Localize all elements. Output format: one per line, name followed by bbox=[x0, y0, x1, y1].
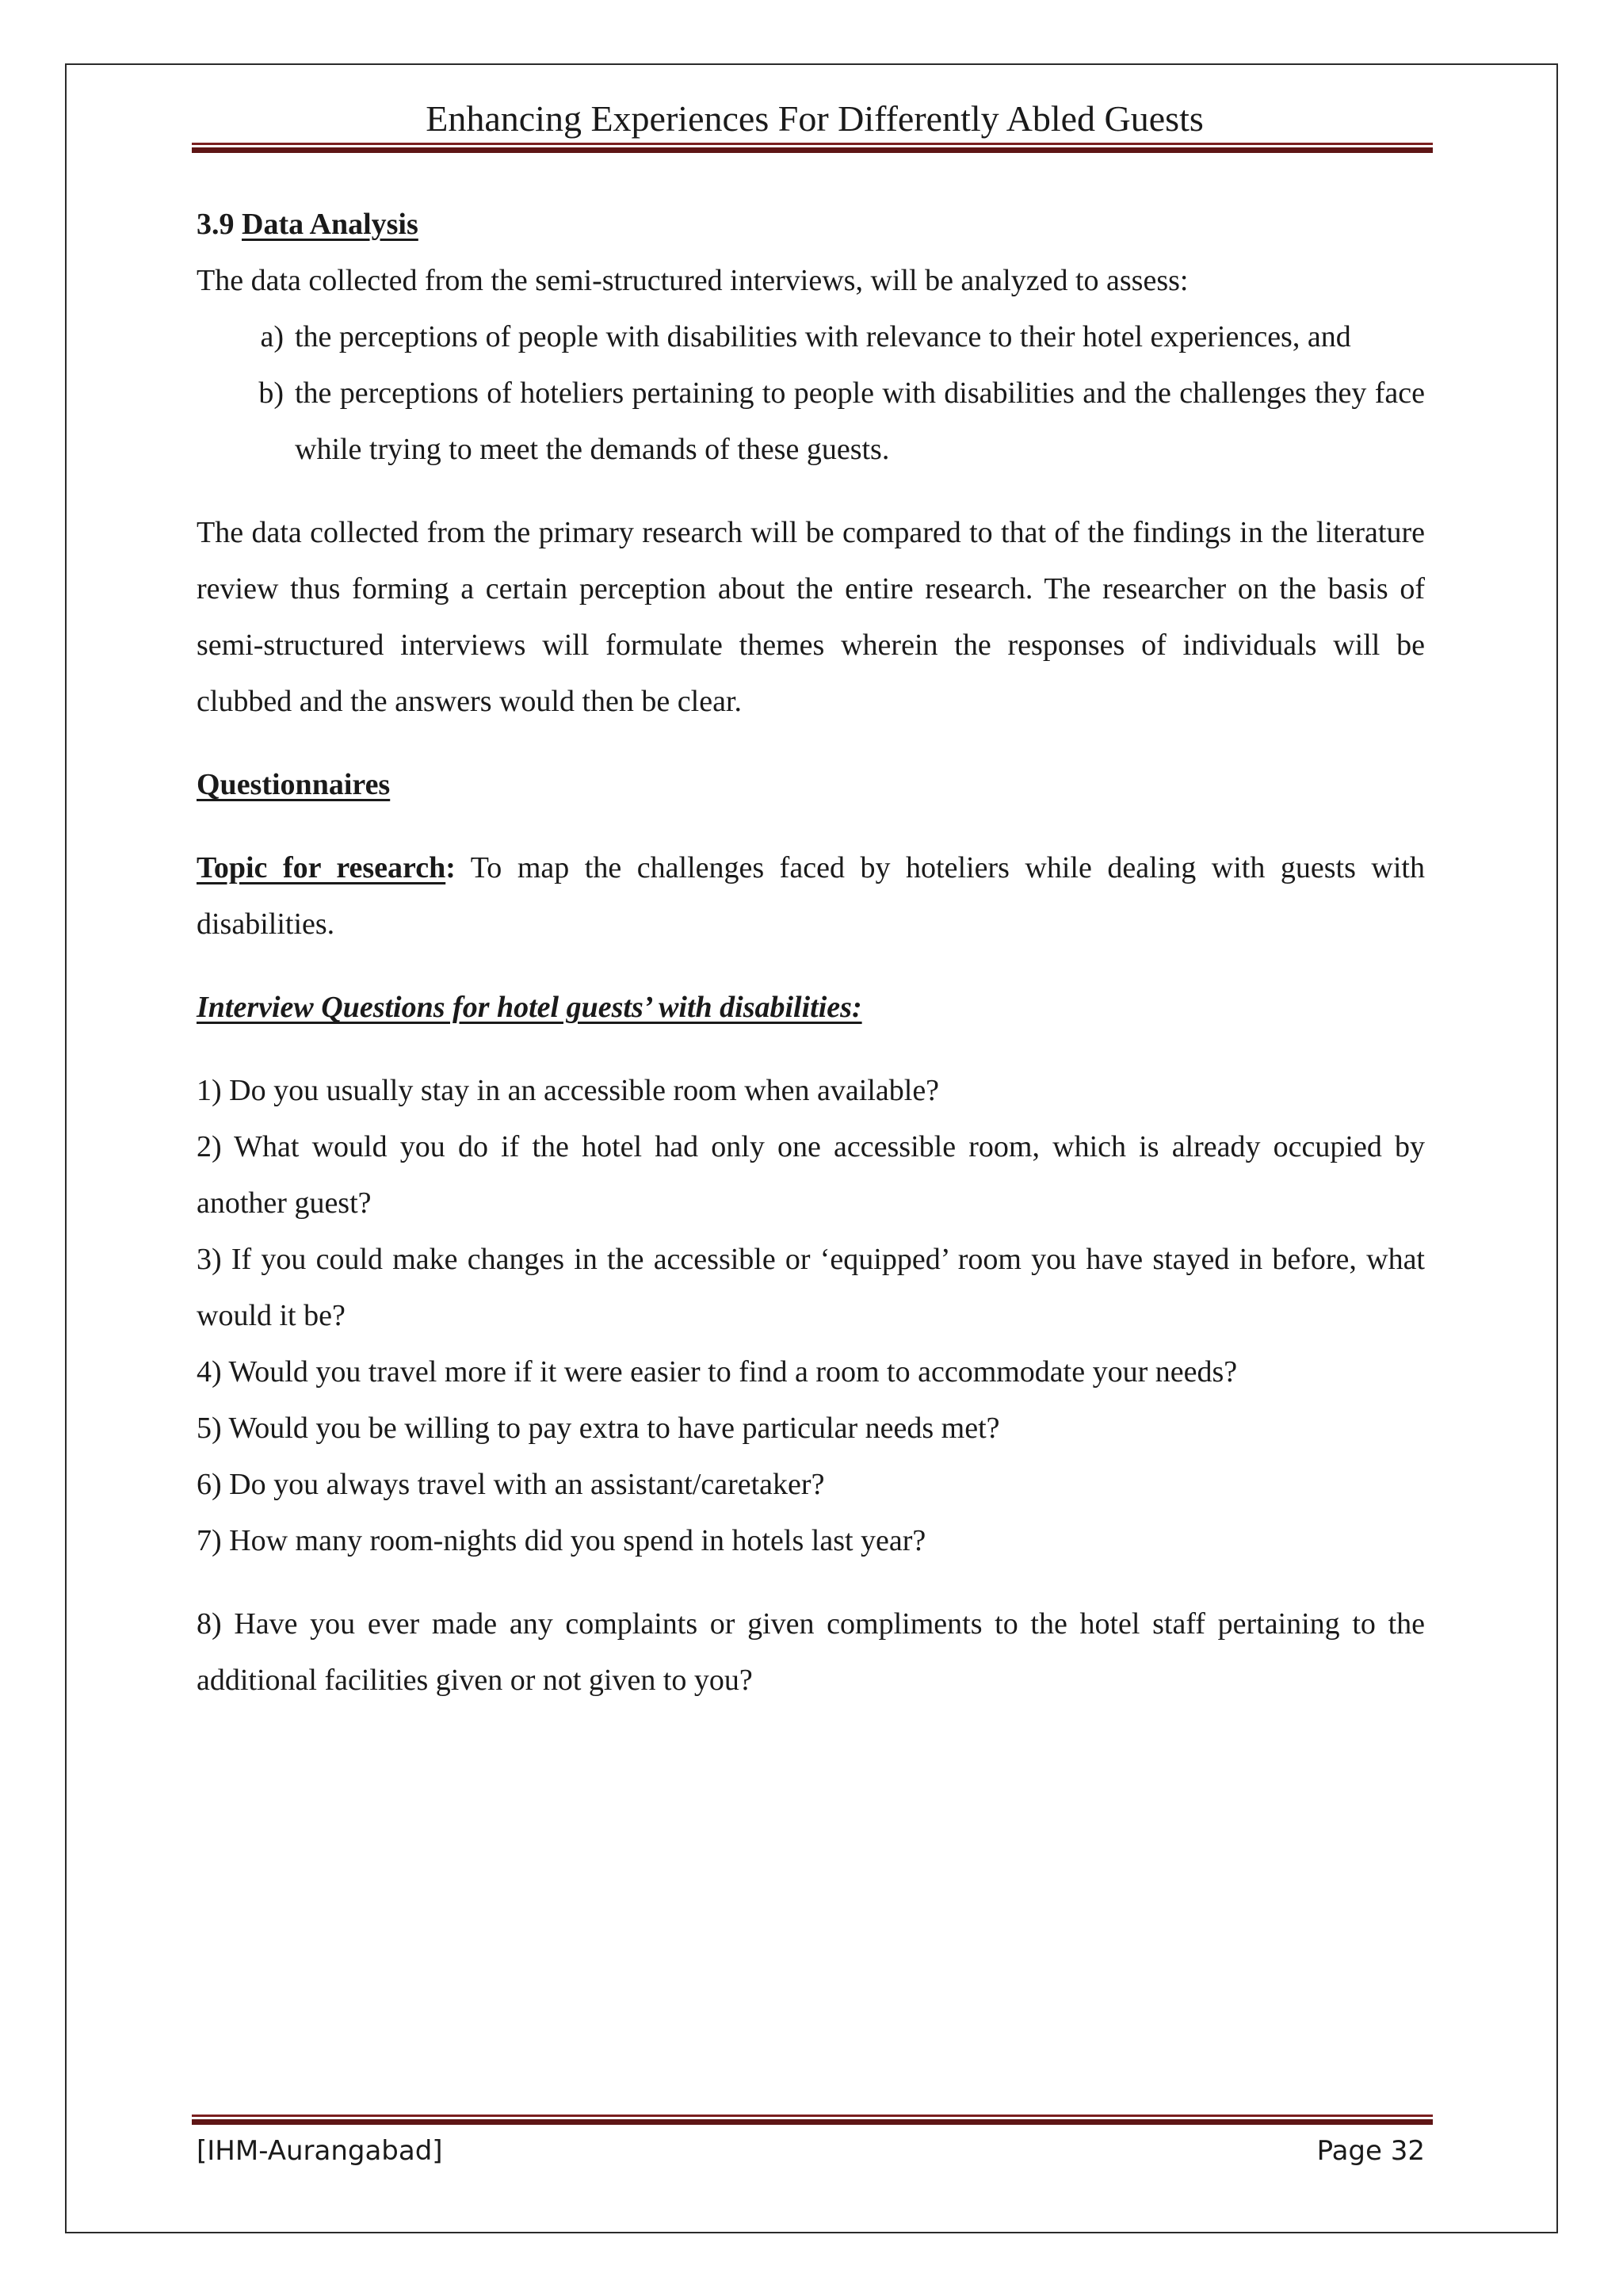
question-item: 1) Do you usually stay in an accessible room when available? bbox=[197, 1074, 940, 1107]
topic-colon: : bbox=[445, 851, 456, 884]
topic-text: To map the challenges faced by hoteliers while dealing with guests with disabilities. bbox=[197, 851, 1425, 941]
question-item: 6) Do you always travel with an assistant/caretaker? bbox=[197, 1468, 825, 1501]
question-item: 4) Would you travel more if it were easier to find a room to accommodate your needs? bbox=[197, 1355, 1238, 1389]
section-title: Data Analysis bbox=[242, 208, 418, 241]
page-number: Page 32 bbox=[1316, 2135, 1425, 2167]
footer-rule bbox=[192, 2115, 1433, 2125]
questionnaires-heading: Questionnaires bbox=[197, 768, 391, 801]
list-item bbox=[197, 309, 1425, 365]
list-marker: a) bbox=[260, 320, 284, 353]
question-item: 8) Have you ever made any complaints or given compliments to the hotel staff pertaining to the additional facilities given or not given to you? bbox=[197, 1607, 1425, 1697]
list-marker: b) bbox=[258, 376, 284, 410]
section-number: 3.9 bbox=[197, 208, 242, 241]
header-rule bbox=[192, 143, 1433, 153]
section-intro: The data collected from the semi-structured interviews, will be analyzed to assess: bbox=[197, 264, 1189, 297]
list-item bbox=[197, 365, 1425, 478]
question-item: 5) Would you be willing to pay extra to have particular needs met? bbox=[197, 1412, 1000, 1445]
topic-label: Topic for research bbox=[197, 851, 446, 884]
question-item: 3) If you could make changes in the accessible or ‘equipped’ room you have stayed in before, what would it be? bbox=[197, 1243, 1425, 1332]
page-content bbox=[197, 197, 1425, 1709]
running-header-title: Enhancing Experiences For Differently Abled Guests bbox=[426, 98, 1204, 139]
footer-institution: [IHM-Aurangabad] bbox=[197, 2135, 443, 2167]
list-text: the perceptions of people with disabilities with relevance to their hotel experiences, and bbox=[295, 320, 1351, 353]
list-text: the perceptions of hoteliers pertaining to people with disabilities and the challenges they face while trying to meet the demands of these guests. bbox=[295, 376, 1425, 466]
topic-paragraph bbox=[197, 840, 1425, 953]
interview-heading: Interview Questions for hotel guests’ with disabilities: bbox=[197, 991, 862, 1024]
analysis-paragraph: The data collected from the primary research will be compared to that of the findings in the literature review thus forming a certain perception about the entire research. The researcher on the basis of semi-structured interviews will formulate themes wherein the responses of individuals will be clubbed and the answers would then be clear. bbox=[197, 516, 1425, 718]
question-item: 7) How many room-nights did you spend in hotels last year? bbox=[197, 1524, 926, 1557]
section-heading bbox=[197, 197, 1425, 253]
question-item: 2) What would you do if the hotel had only one accessible room, which is already occupied by another guest? bbox=[197, 1130, 1425, 1220]
